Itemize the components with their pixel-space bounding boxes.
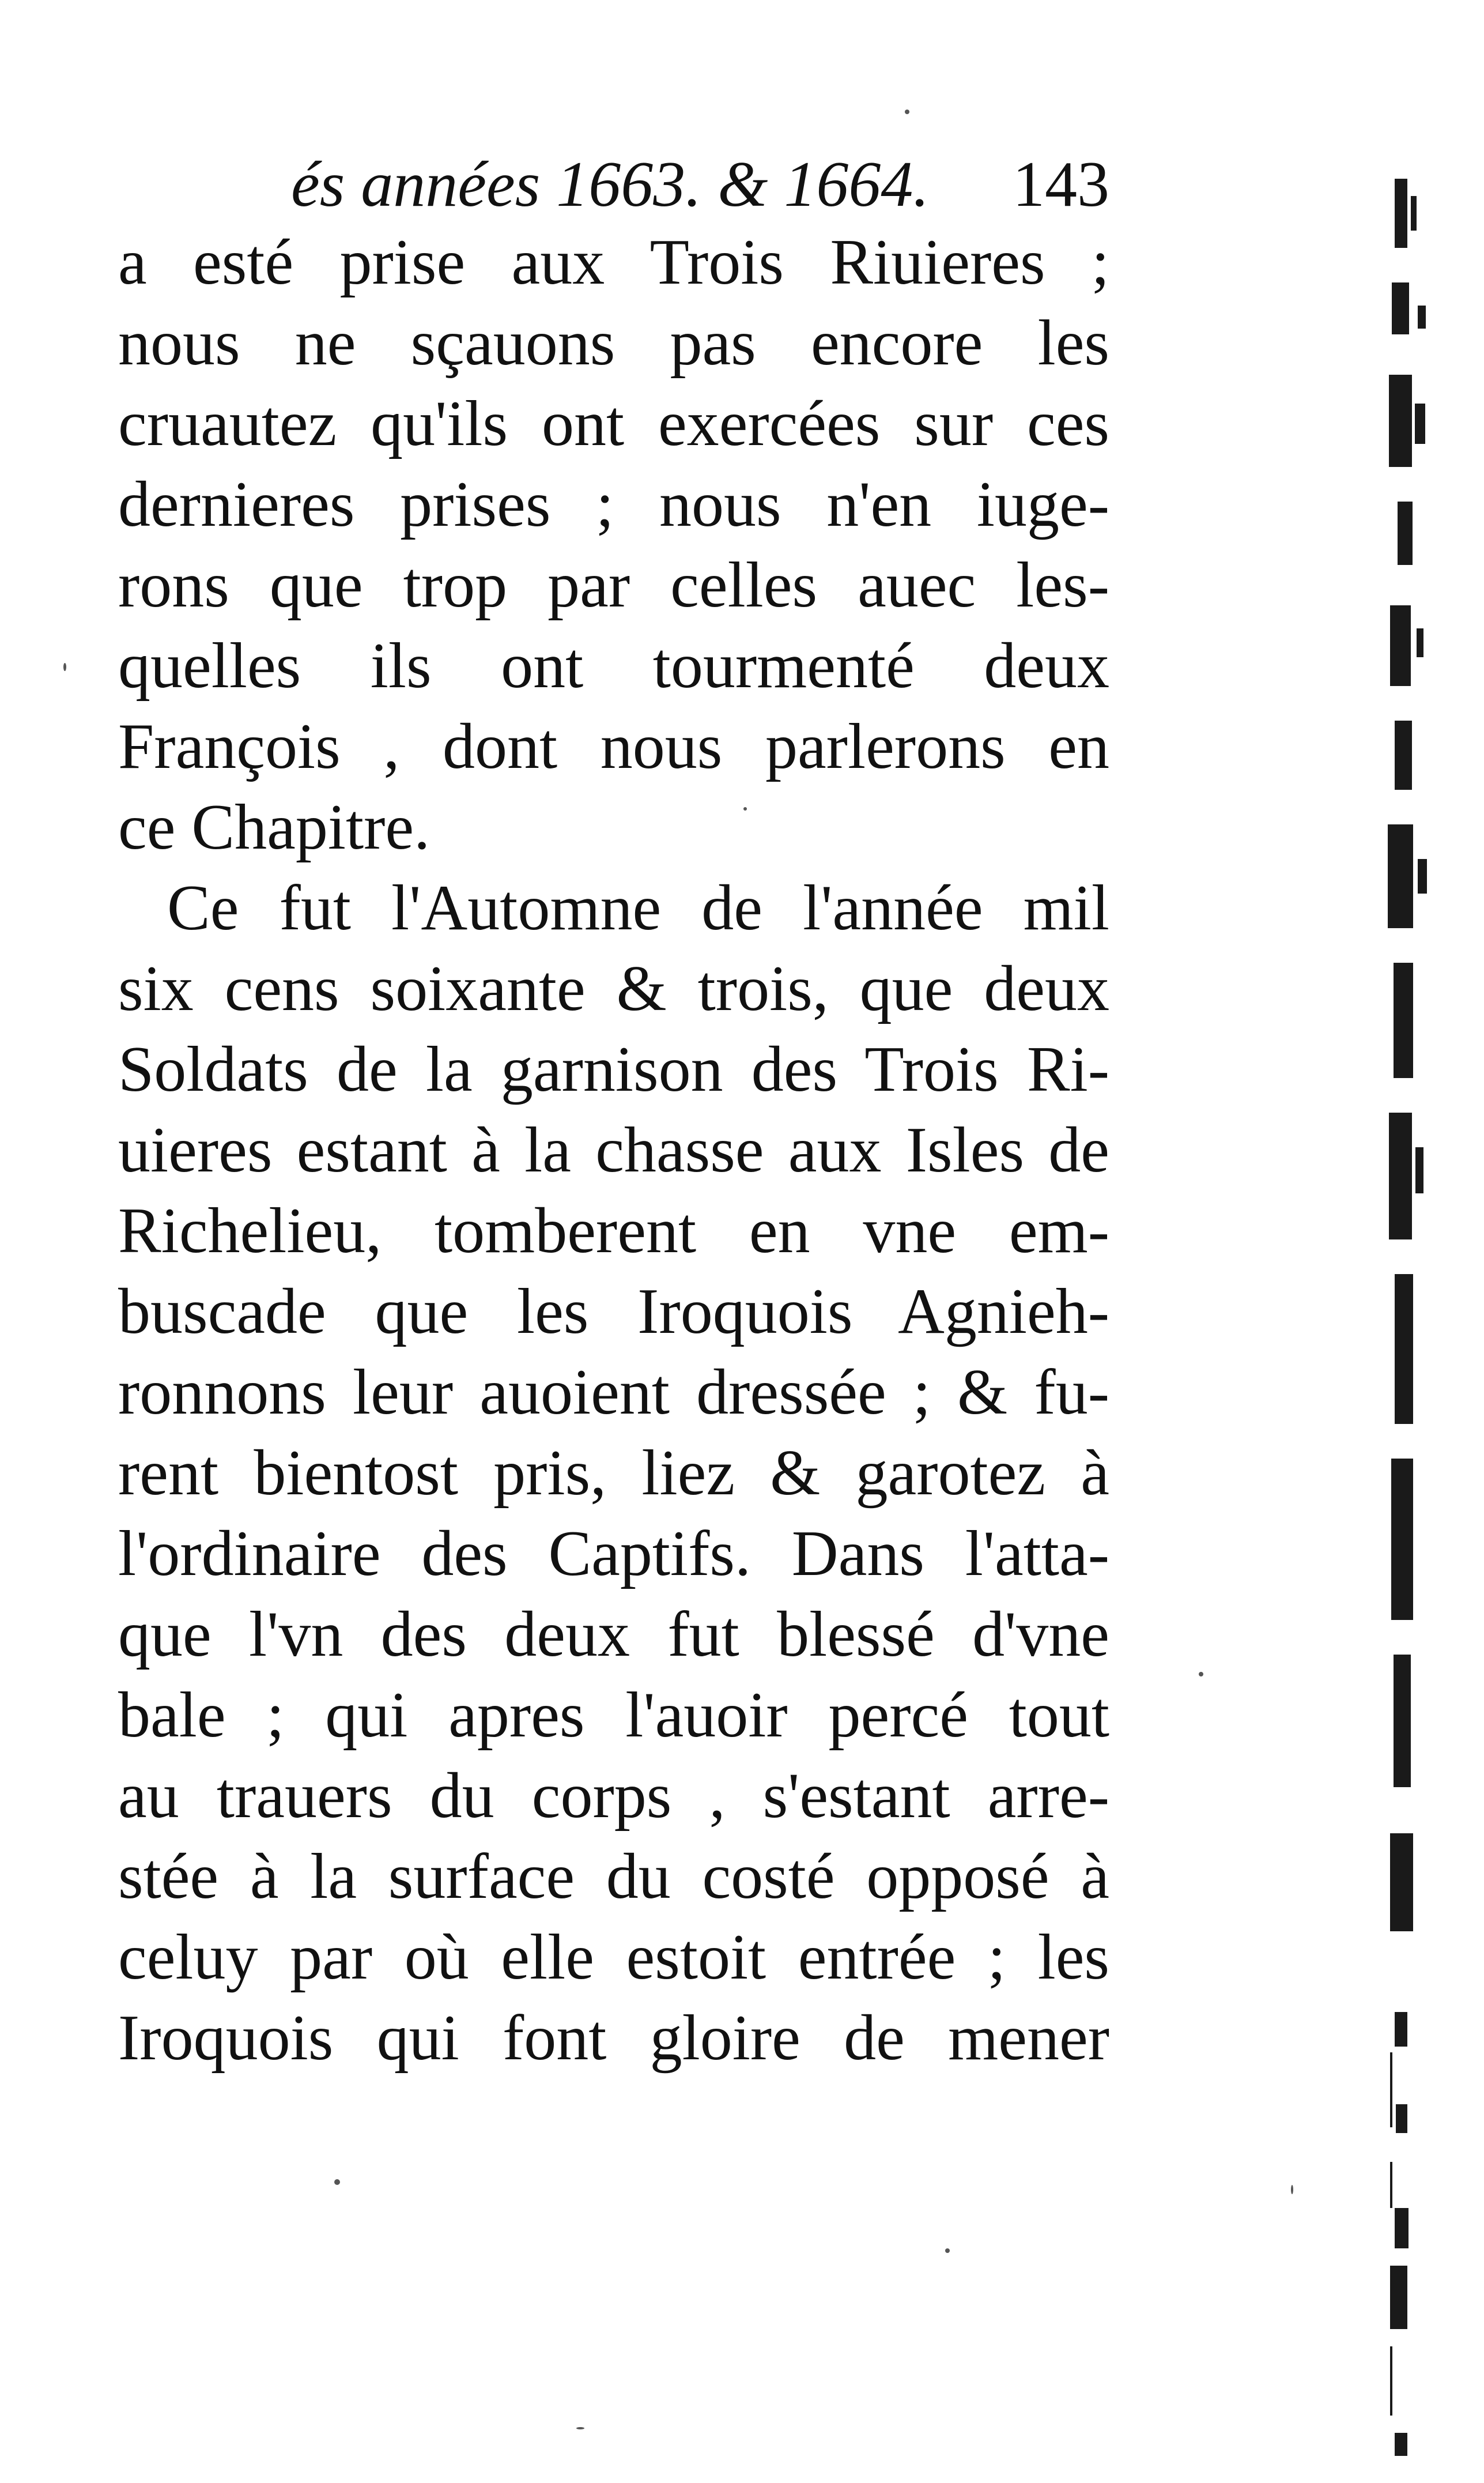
scan-speck (63, 663, 66, 671)
text-line: François , dont nous parlerons en (118, 711, 1109, 782)
scan-speck (1199, 1672, 1203, 1676)
text-line: stée à la surface du costé opposé à (118, 1841, 1109, 1912)
running-title: és années 1663. & 1664. (291, 149, 930, 220)
text-line: Soldats de la garnison des Trois Ri- (118, 1034, 1109, 1105)
text-line: quelles ils ont tourmenté deux (118, 630, 1109, 702)
scan-speck (945, 2248, 950, 2253)
text-line: a esté prise aux Trois Riuieres ; (118, 227, 1109, 298)
text-line: au trauers du corps , s'estant arre- (118, 1760, 1109, 1832)
text-line: que l'vn des deux fut blessé d'vne (118, 1599, 1109, 1670)
scan-speck (1291, 2185, 1293, 2194)
text-line: uieres estant à la chasse aux Isles de (118, 1114, 1109, 1186)
text-line: ce Chapitre. (118, 792, 431, 863)
text-line: buscade que les Iroquois Agnieh- (118, 1276, 1109, 1347)
page-edge-bleed (1383, 133, 1464, 2439)
text-line: celuy par où elle estoit entrée ; les (118, 1921, 1109, 1993)
text-line: l'ordinaire des Captifs. Dans l'atta- (118, 1518, 1109, 1589)
scan-speck (334, 2179, 340, 2185)
text-line: bale ; qui apres l'auoir percé tout (118, 1679, 1109, 1751)
text-line: Ce fut l'Automne de l'année mil (167, 872, 1109, 944)
text-line: Iroquois qui font gloire de mener (118, 2002, 1109, 2074)
text-line: dernieres prises ; nous n'en iuge- (118, 469, 1109, 540)
text-line: ronnons leur auoient dressée ; & fu- (118, 1357, 1109, 1428)
text-line: rent bientost pris, liez & garotez à (118, 1437, 1109, 1509)
text-line: six cens soixante & trois, que deux (118, 953, 1109, 1024)
text-line: cruautez qu'ils ont exercées sur ces (118, 388, 1109, 459)
scan-speck (576, 2427, 584, 2429)
text-line: Richelieu, tomberent en vne em- (118, 1195, 1109, 1267)
page-header (291, 147, 1109, 222)
text-line: rons que trop par celles auec les- (118, 549, 1109, 621)
scan-speck (905, 110, 909, 114)
scan-speck (743, 807, 747, 811)
page-number: 143 (1013, 149, 1109, 220)
text-line: nous ne sçauons pas encore les (118, 307, 1109, 379)
